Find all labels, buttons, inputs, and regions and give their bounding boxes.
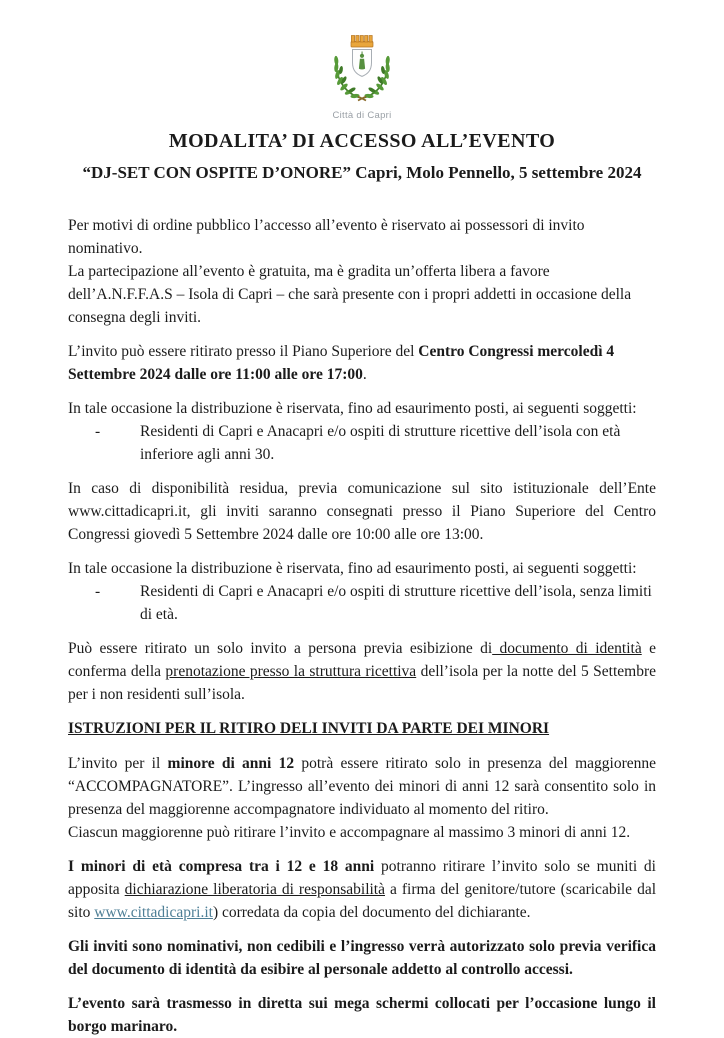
text-run: I minori di età compresa tra i 12 e 18 anni	[68, 858, 375, 875]
text-run: Residenti di Capri e Anacapri e/o ospiti di strutture ricettive dell’isola, senza limiti di età.	[140, 583, 652, 623]
crest-caption: Città di Capri	[332, 110, 392, 121]
knot-icon	[358, 97, 366, 101]
city-crest-logo	[326, 30, 398, 104]
text-run: In tale occasione la distribuzione è riservata, fino ad esaurimento posti, ai seguenti soggetti:	[68, 560, 637, 577]
paragraph	[68, 397, 656, 420]
text-run: dell’isola per la notte del 5 Settembre per i non residenti sull’isola.	[68, 663, 657, 703]
text-run: L’evento sarà trasmesso in diretta sui mega schermi collocati per l’occasione lungo il borgo marinaro.	[68, 995, 656, 1035]
paragraph	[68, 752, 656, 844]
text-run: Per motivi di ordine pubblico l’accesso all’evento è riservato ai possessori di invito nominativo.	[68, 217, 585, 257]
section-heading	[68, 717, 656, 740]
paragraph	[68, 992, 656, 1038]
paragraph	[68, 935, 656, 981]
crown-icon	[351, 36, 373, 48]
bullet-item	[68, 420, 656, 466]
text-run: In caso di disponibilità residua, previa comunicazione sul sito istituzionale dell’Ente www.cittadicapri.it, gli inviti saranno consegnati presso il Piano Superiore del Centro Congressi giovedì 5 Settembre 2024 dalle ore 10:00 alle ore 13:00.	[68, 480, 656, 543]
paragraph	[68, 855, 656, 924]
text-run: a firma del genitore/tutore (scaricabile dal sito	[68, 881, 657, 921]
text-run: ISTRUZIONI PER IL RITIRO DELI INVITI DA PARTE DEI MINORI	[68, 720, 550, 737]
text-run: Può essere ritirato un solo invito a persona previa esibizione di	[68, 640, 493, 657]
text-run: .	[362, 366, 367, 383]
text-run: La partecipazione all’evento è gratuita, ma è gradita un’offerta libera a favore dell’A.N.F.F.A.S – Isola di Capri – che sarà presente con i propri addetti in occasione della consegna degli inviti.	[68, 263, 632, 326]
bullet-item	[68, 580, 656, 626]
text-run: minore di anni 12	[167, 755, 295, 772]
page-title: MODALITA’ DI ACCESSO ALL’EVENTO	[168, 130, 556, 152]
text-run: Ciascun maggiorenne può ritirare l’invito e accompagnare al massimo 3 minori di anni 12.	[68, 824, 631, 841]
text-run: potranno ritirare l’invito solo se muniti di apposita	[68, 858, 656, 898]
text-run: prenotazione presso la struttura ricettiva	[165, 663, 417, 680]
text-run: Gli inviti sono nominativi, non cedibili e l’ingresso verrà autorizzato solo previa verifica del documento di identità da esibire al personale addetto al controllo accessi.	[68, 938, 656, 978]
paragraph	[68, 637, 656, 706]
event-subtitle: “DJ-SET CON OSPITE D’ONORE” Capri, Molo Pennello, 5 settembre 2024	[82, 163, 642, 182]
letterhead	[68, 30, 656, 121]
paragraph	[68, 557, 656, 580]
text-run: L’invito per il	[68, 755, 168, 772]
text-run: ) corredata da copia del documento del dichiarante.	[212, 904, 531, 921]
paragraph	[68, 340, 656, 386]
site-link[interactable]: www.cittadicapri.it	[94, 904, 213, 921]
text-run: potrà essere ritirato solo in presenza del maggiorenne “ACCOMPAGNATORE”. L’ingresso all’evento dei minori di anni 12 sarà consentito solo in presenza del maggiorenne accompagnatore individuato al momento del ritiro.	[68, 755, 656, 818]
text-run: e conferma della	[68, 640, 656, 680]
text-run: Residenti di Capri e Anacapri e/o ospiti di strutture ricettive dell’isola con età inferiore agli anni 30.	[140, 423, 621, 463]
paragraph	[68, 214, 656, 329]
text-run: In tale occasione la distribuzione è riservata, fino ad esaurimento posti, ai seguenti soggetti:	[68, 400, 637, 417]
bullet-dash: -	[95, 423, 101, 440]
text-run: dichiarazione liberatoria di responsabilità	[124, 881, 385, 898]
paragraph	[68, 477, 656, 546]
document-body	[68, 214, 656, 1038]
text-run: L’invito può essere ritirato presso il Piano Superiore del	[68, 343, 419, 360]
text-run: documento di identità	[492, 640, 642, 657]
text-run: Centro Congressi mercoledì 4 Settembre 2024 dalle ore 11:00 alle ore 17:00	[68, 343, 615, 383]
bullet-dash: -	[95, 583, 101, 600]
